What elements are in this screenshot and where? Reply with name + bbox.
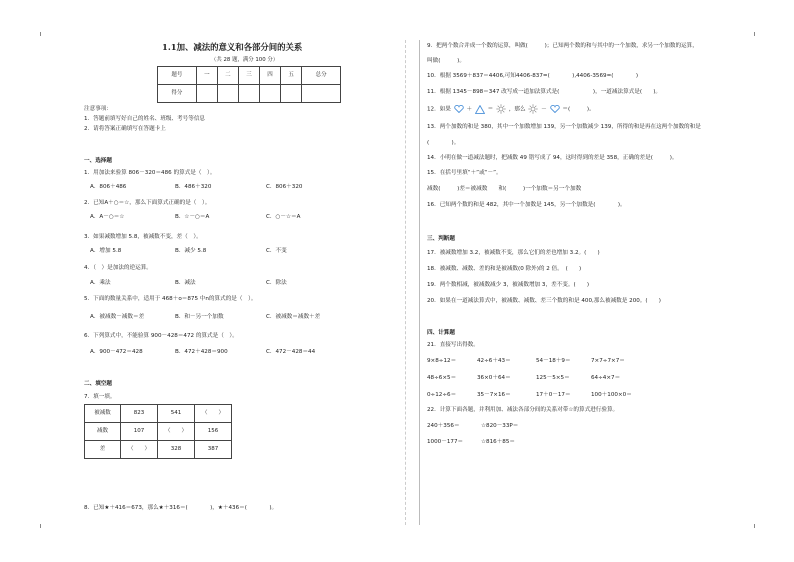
choice-c[interactable]: C．被减数＝减数＋差 bbox=[266, 314, 321, 320]
question-stem: ( )。 bbox=[427, 140, 460, 146]
question-stem bbox=[427, 104, 595, 114]
score-cell[interactable] bbox=[281, 85, 302, 103]
choice-b[interactable]: B．减少 5.8 bbox=[175, 248, 207, 254]
table-cell: 541 bbox=[158, 405, 195, 423]
question-stem: 7．填一填。 bbox=[84, 394, 116, 400]
section-heading: 三、判断题 bbox=[427, 236, 455, 242]
corner-tick-br bbox=[754, 524, 755, 528]
table-cell: 328 bbox=[158, 441, 195, 459]
binding-line bbox=[405, 40, 407, 525]
score-row-label: 得分 bbox=[158, 85, 197, 103]
score-header-row bbox=[158, 67, 341, 85]
question-stem: 15．在括号里填“＋”或“－”。 bbox=[427, 170, 502, 176]
score-cell[interactable] bbox=[238, 85, 259, 103]
choice-a[interactable]: A．A－○＝☆ bbox=[90, 214, 125, 220]
question-stem: 3．如果减数增加 5.8，被减数不变，差（ ）。 bbox=[84, 234, 202, 240]
choice-b[interactable]: B．486＋320 bbox=[175, 184, 212, 190]
page-subtitle: （共 28 题，满分 100 分） bbox=[211, 57, 279, 63]
question-stem: 21．直接写出得数。 bbox=[427, 342, 479, 348]
table-row-label: 减数 bbox=[85, 423, 121, 441]
question-stem: 减数( )差＝被减数 和( )一个加数＝另一个加数 bbox=[427, 186, 582, 192]
center-divider bbox=[419, 40, 420, 525]
plus-sign: ＋ bbox=[466, 106, 473, 113]
triangle-icon bbox=[475, 105, 485, 114]
score-header-cell: 五 bbox=[281, 67, 302, 85]
q12-then: ，那么 bbox=[508, 106, 526, 113]
score-header-cell: 总分 bbox=[302, 67, 341, 85]
table-row bbox=[85, 441, 232, 459]
calc-item: 35－7×16＝ bbox=[477, 392, 511, 398]
table-cell: 156 bbox=[194, 423, 231, 441]
choice-a[interactable]: A．增加 5.8 bbox=[90, 248, 122, 254]
question-stem: 6．下列算式中，不能验算 900－428＝472 的算式是（ ）。 bbox=[84, 333, 238, 339]
question-stem: 17．被减数增加 3.2，被减数不变，那么它们的差也增加 3.2。( ) bbox=[427, 250, 600, 256]
corner-tick-bl bbox=[40, 524, 41, 528]
table-row bbox=[85, 405, 232, 423]
table-blank-cell[interactable]: （ ） bbox=[121, 441, 158, 459]
table-blank-cell[interactable]: （ ） bbox=[194, 405, 231, 423]
heart-icon bbox=[550, 105, 560, 113]
calc-item: 48÷6×5＝ bbox=[427, 375, 457, 381]
calc-item: 36×0＋64＝ bbox=[477, 375, 511, 381]
minus-sign: － bbox=[541, 106, 547, 113]
choice-b[interactable]: B．减法 bbox=[175, 280, 196, 286]
score-row bbox=[158, 85, 341, 103]
calc-item: ☆816＋85＝ bbox=[481, 439, 515, 445]
sun-icon bbox=[528, 104, 538, 114]
score-header-cell: 二 bbox=[217, 67, 238, 85]
table-cell: 387 bbox=[194, 441, 231, 459]
calc-item: 42÷6＋43＝ bbox=[477, 358, 511, 364]
question-stem: 11．根据 1345－898＝347 改写成一道加法算式是( )，一道减法算式是( )。 bbox=[427, 89, 661, 95]
heart-icon bbox=[454, 105, 464, 113]
calc-item: 125－5×5＝ bbox=[536, 375, 570, 381]
choice-b[interactable]: B．472＋428＝900 bbox=[175, 349, 228, 355]
calc-item: 54－18＋9＝ bbox=[536, 358, 571, 364]
section-heading: 二、填空题 bbox=[84, 381, 112, 387]
choice-a[interactable]: A．乘法 bbox=[90, 280, 111, 286]
question-stem: 10．根据 3569＋837＝4406,可知4406-837=( ),4406-3569=( ) bbox=[427, 73, 639, 79]
question-stem: 19．两个数相减，被减数减少 3，被减数增加 3，差不变。( ) bbox=[427, 282, 590, 288]
section-heading: 一、选择题 bbox=[84, 158, 112, 164]
calc-item: 9×8÷12＝ bbox=[427, 358, 457, 364]
calc-item: 1000－177＝ bbox=[427, 439, 464, 445]
question-stem: 1．用加法来验算 806－320＝486 的算式是（ ）。 bbox=[84, 170, 216, 176]
choice-c[interactable]: C．806＋320 bbox=[266, 184, 303, 190]
corner-tick-tr bbox=[754, 32, 755, 36]
calc-item: ☆820－33P＝ bbox=[481, 423, 519, 429]
table-row-label: 被减数 bbox=[85, 405, 121, 423]
choice-a[interactable]: A．806＋486 bbox=[90, 184, 127, 190]
score-cell[interactable] bbox=[302, 85, 341, 103]
calc-item: 17＋0－17＝ bbox=[536, 392, 571, 398]
score-header-cell: 一 bbox=[196, 67, 217, 85]
score-header-cell: 三 bbox=[238, 67, 259, 85]
choice-c[interactable]: C．不变 bbox=[266, 248, 287, 254]
question-stem: 13．两个加数的和是 380，其中一个加数增加 139，另一个加数减少 139，所得的和是再在这两个加数的和是 bbox=[427, 124, 701, 130]
question-stem: 叫做( )。 bbox=[427, 58, 465, 64]
table-row bbox=[85, 423, 232, 441]
calc-item: 100＋100×0＝ bbox=[591, 392, 632, 398]
q12-end: ＝( )。 bbox=[562, 106, 595, 113]
table-row-label: 差 bbox=[85, 441, 121, 459]
table-blank-cell[interactable]: （ ） bbox=[158, 423, 195, 441]
question-stem: 18．被减数、减数、差的和是被减数(0 除外)的 2 倍。 ( ) bbox=[427, 266, 582, 272]
question-stem: 4．（ ）是加法的逆运算。 bbox=[84, 265, 152, 271]
score-cell[interactable] bbox=[196, 85, 217, 103]
score-cell[interactable] bbox=[260, 85, 281, 103]
question-stem: 2．已知A＋○＝☆，那么下面算式正确的是（ ）。 bbox=[84, 200, 211, 206]
choice-c[interactable]: C．472－428＝44 bbox=[266, 349, 316, 355]
equals-sign: ＝ bbox=[487, 106, 494, 113]
notes-heading: 注意事项： bbox=[84, 106, 112, 112]
calc-item: 64÷4×7＝ bbox=[591, 375, 621, 381]
choice-b[interactable]: B．和－另一个加数 bbox=[175, 314, 224, 320]
question-stem: 22．计算下面各题，并利用加、减法各部分间的关系对带☆的算式进行验算。 bbox=[427, 407, 619, 413]
choice-c[interactable]: C．除法 bbox=[266, 280, 287, 286]
note-item: 2．请将答案正确填写在答题卡上 bbox=[84, 126, 166, 132]
q12-prefix: 12．如果 bbox=[427, 106, 451, 113]
question-stem: 8．已知★＋416＝673，那么★＋316＝( )，★＋436＝( )。 bbox=[84, 505, 278, 511]
choice-c[interactable]: C．○－☆＝A bbox=[266, 214, 301, 220]
score-cell[interactable] bbox=[217, 85, 238, 103]
question-stem: 20．如果在一道减法算式中，被减数、减数、差三个数的和是 400,那么被减数是 200。( ) bbox=[427, 298, 661, 304]
choice-a[interactable]: A．被减数－减数＝差 bbox=[90, 314, 145, 320]
calc-item: 240＋356＝ bbox=[427, 423, 460, 429]
question-stem: 9．把两个数合并成一个数的运算，叫做( )；已知两个数的和与其中的一个加数，求另一个加数的运算， bbox=[427, 43, 698, 49]
score-header-cell: 四 bbox=[260, 67, 281, 85]
page-title: 1.1加、减法的意义和各部分间的关系 bbox=[162, 42, 303, 52]
score-header-cell: 题号 bbox=[158, 67, 197, 85]
note-item: 1．答题前填写好自己的姓名、班级、考号等信息 bbox=[84, 116, 206, 122]
choice-b[interactable]: B．☆－○＝A bbox=[175, 214, 210, 220]
question-stem: 14．小明在做一道减法题时，把减数 49 错写成了 94，这时得到的差是 358，正确的差是( )。 bbox=[427, 155, 678, 161]
sun-icon bbox=[496, 104, 506, 114]
fill-table bbox=[84, 404, 232, 459]
score-table bbox=[157, 66, 341, 103]
question-stem: 16．已知两个数的和是 482，其中一个加数是 145，另一个加数是( )。 bbox=[427, 202, 626, 208]
choice-a[interactable]: A．900－472＝428 bbox=[90, 349, 143, 355]
section-heading: 四、计算题 bbox=[427, 330, 455, 336]
question-stem: 5．下面的数量关系中，适用于 468＋o＝875 中n的算式的是（ ）。 bbox=[84, 296, 257, 302]
calc-item: 7×7÷7×7＝ bbox=[591, 358, 625, 364]
table-cell: 107 bbox=[121, 423, 158, 441]
corner-tick-tl bbox=[40, 32, 41, 36]
calc-item: 0÷12÷6＝ bbox=[427, 392, 457, 398]
table-cell: 823 bbox=[121, 405, 158, 423]
